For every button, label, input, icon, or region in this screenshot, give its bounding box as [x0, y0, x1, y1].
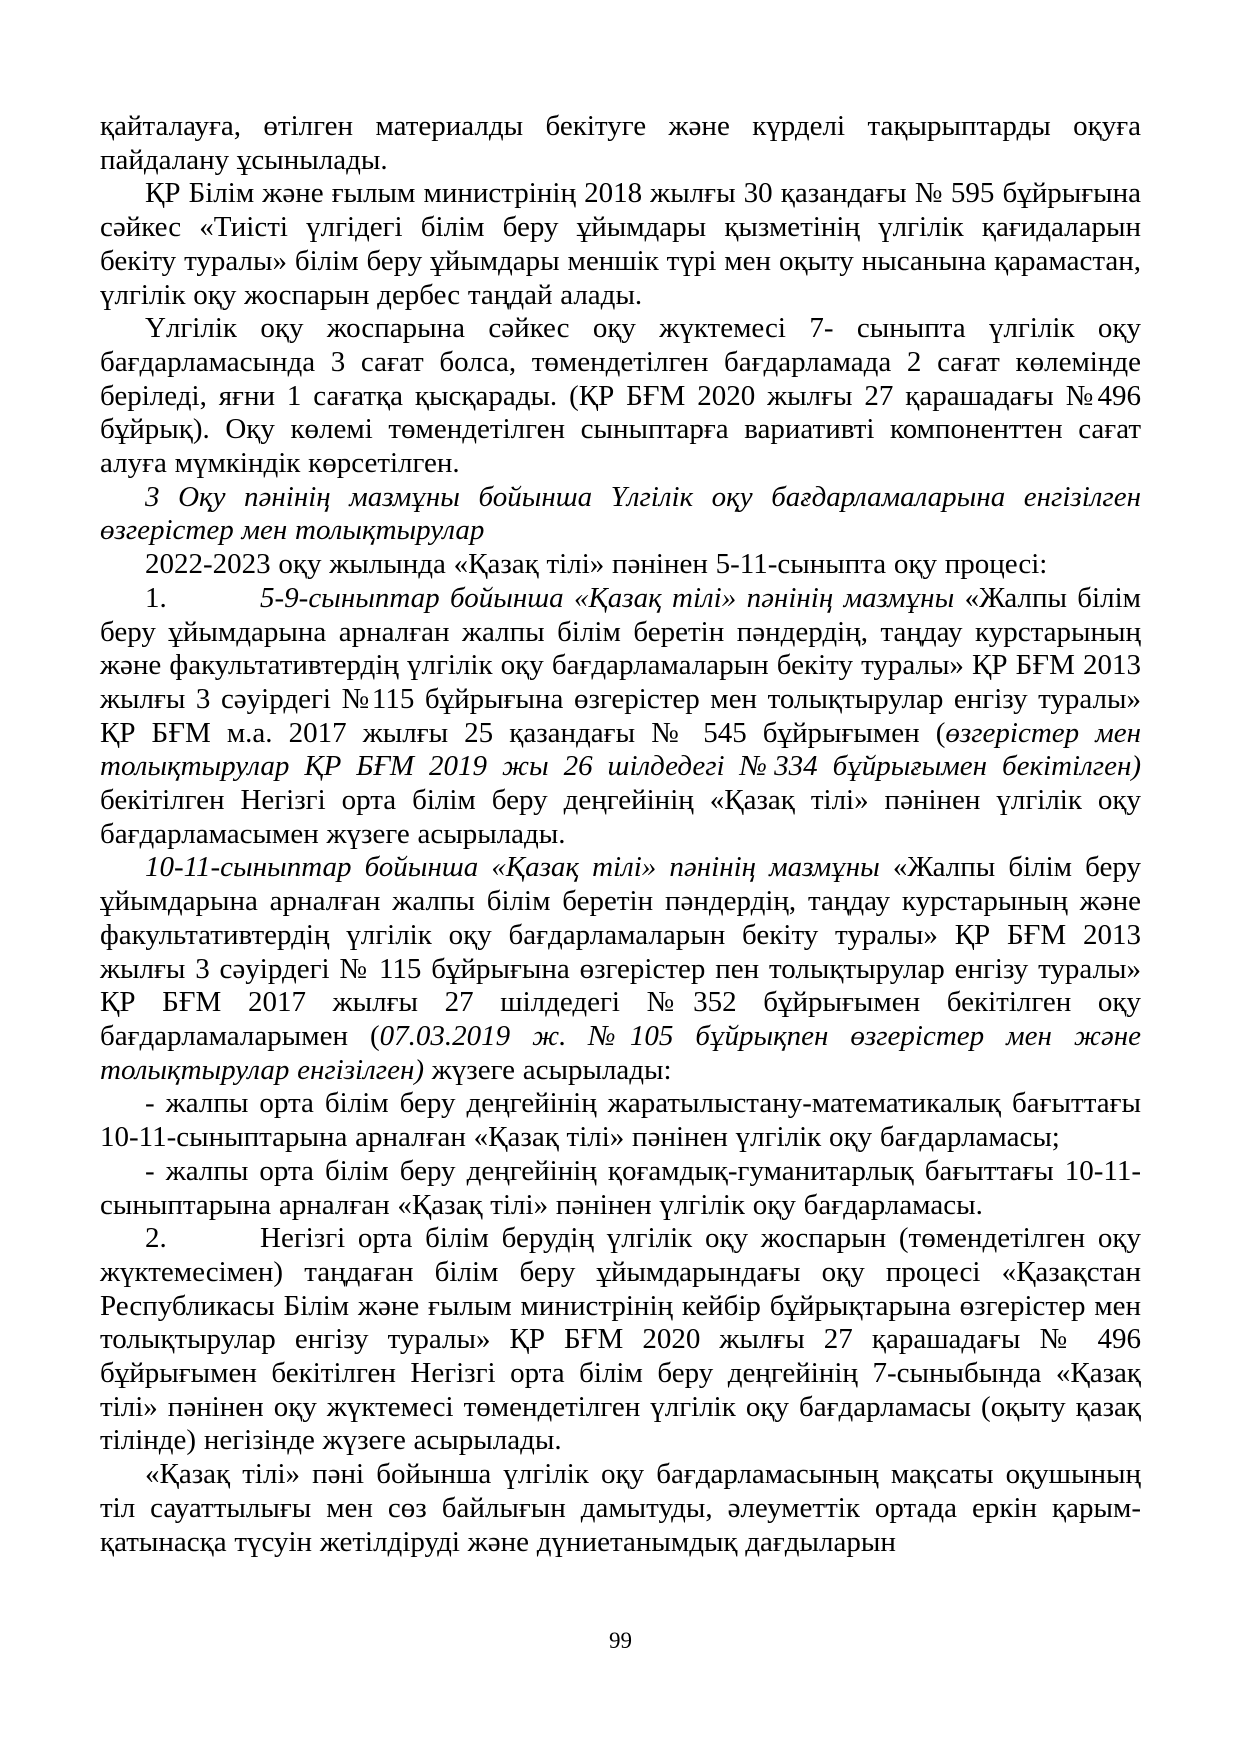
paragraph: [100, 548, 1141, 582]
text-run: ҚР Білім және ғылым министрінің 2018 жылғы 30 қазандағы № 595 бұйрығына сәйкес «Тиісті үлгідегі білім беру ұйымдары қызметінің үлгілік қағидаларын бекіту туралы» білім беру ұйымдары меншік түрі мен оқыту нысанына қарамастан, үлгілік оқу жоспарын дербес таңдай алады.: [100, 177, 1141, 311]
text-run: Үлгілік оқу жоспарына сәйкес оқу жүктемесі 7- сыныпта үлгілік оқу бағдарламасында 3 сағат болса, төмендетілген бағдарламада 2 сағат көлемінде беріледі, яғни 1 сағатқа қысқарады. (ҚР БҒМ 2020 жылғы 27 қарашадағы №496 бұйрық). Оқу көлемі төмендетілген сыныптарға вариативті компоненттен сағат алуға мүмкіндік көрсетілген.: [100, 312, 1141, 480]
list-number: 1.: [145, 581, 167, 614]
text-run: қайталауға, өтілген материалды бекітуге және күрделі тақырыптарды оқуға пайдалану ұсынылады.: [100, 110, 1141, 176]
text-run: 10-11-сыныптар бойынша «Қазақ тілі» пәнінің мазмұны: [145, 851, 893, 884]
text-run: - жалпы орта білім беру деңгейінің жаратылыстану-математикалық бағыттағы 10-11-сыныптарына арналған «Қазақ тілі» пәнінен үлгілік оқу бағдарламасы;: [100, 1087, 1141, 1154]
text-run: 3 Оқу пәнінің мазмұны бойынша Үлгілік оқу бағдарламаларына енгізілген өзгерістер мен толықтырулар: [100, 480, 1141, 547]
text-run: 5-9-сыныптар бойынша «Қазақ тілі» пәнінің мазмұны: [260, 581, 965, 614]
paragraph: [100, 582, 1141, 852]
text-run: жүзеге асырылады:: [424, 1053, 672, 1086]
paragraph: [100, 1458, 1141, 1559]
paragraph: [100, 481, 1141, 548]
text-run: «Жалпы білім беру ұйымдарына арналған жалпы білім беретін пәндердің, таңдау курстарының және факультативтердің үлгілік оқу бағдарламаларын бекіту туралы» ҚР БҒМ 2013 жылғы 3 сәуірдегі № 115 бұйрығына өзгерістер пен толықтырулар енгізу туралы» ҚР БҒМ 2017 жылғы 27 шілдедегі №352 бұйрығымен бекітілген оқу бағдарламаларымен (: [100, 851, 1141, 1052]
paragraph: [100, 177, 1141, 312]
text-run: «Жалпы білім беру ұйымдарына арналған жалпы білім беретін пәндердің, таңдау курстарының және факультативтердің үлгілік оқу бағдарламаларын бекіту туралы» ҚР БҒМ 2013 жылғы 3 сәуірдегі №115 бұйрығына өзгерістер мен толықтырулар енгізу туралы» ҚР БҒМ м.а. 2017 жылғы 25 қазандағы № 545 бұйрығымен (: [100, 581, 1141, 749]
text-run: 2022-2023 оқу жылында «Қазақ тілі» пәнінен 5-11-сыныпта оқу процесі:: [145, 548, 1048, 581]
paragraph: [100, 312, 1141, 481]
paragraph: [100, 1222, 1141, 1458]
paragraph: [100, 1087, 1141, 1154]
paragraph: [100, 1155, 1141, 1222]
document-body: [100, 110, 1141, 1559]
list-number: 2.: [145, 1222, 167, 1255]
text-run: өзгерістер мен толықтырулар ҚР БҒМ 2019 жы 26 шілдедегі №334 бұйрығымен бекітілген): [100, 716, 1141, 783]
page-number: 99: [609, 1628, 632, 1653]
text-run: «Қазақ тілі» пәні бойынша үлгілік оқу бағдарламасының мақсаты оқушының тіл сауаттылығы мен сөз байлығын дамытуды, әлеуметтік ортада еркін қарым-қатынасқа түсуін жетілдіруді және дүниетанымдық дағдыларын: [100, 1458, 1141, 1558]
text-run: - жалпы орта білім беру деңгейінің қоғамдық-гуманитарлық бағыттағы 10-11-сыныптарына арналған «Қазақ тілі» пәнінен үлгілік оқу бағдарламасы.: [100, 1154, 1141, 1221]
text-run: бекітілген Негізгі орта білім беру деңгейінің «Қазақ тілі» пәнінен үлгілік оқу бағдарламасымен жүзеге асырылады.: [100, 784, 1141, 850]
text-run: 07.03.2019 ж. №105 бұйрықпен өзгерістер мен және толықтырулар енгізілген): [100, 1019, 1141, 1086]
paragraph: [100, 110, 1141, 177]
text-run: Негізгі орта білім берудің үлгілік оқу жоспарын (төмендетілген оқу жүктемесімен) таңдаған білім беру ұйымдарындағы оқу процесі «Қазақстан Республикасы Білім және ғылым министрінің кейбір бұйрықтарына өзгерістер мен толықтырулар енгізу туралы» ҚР БҒМ 2020 жылғы 27 қарашадағы № 496 бұйрығымен бекітілген Негізгі орта білім беру деңгейінің 7-сыныбында «Қазақ тілі» пәнінен оқу жүктемесі төмендетілген үлгілік оқу бағдарламасы (оқыту қазақ тілінде) негізінде жүзеге асырылады.: [100, 1222, 1141, 1457]
paragraph: [100, 851, 1141, 1087]
